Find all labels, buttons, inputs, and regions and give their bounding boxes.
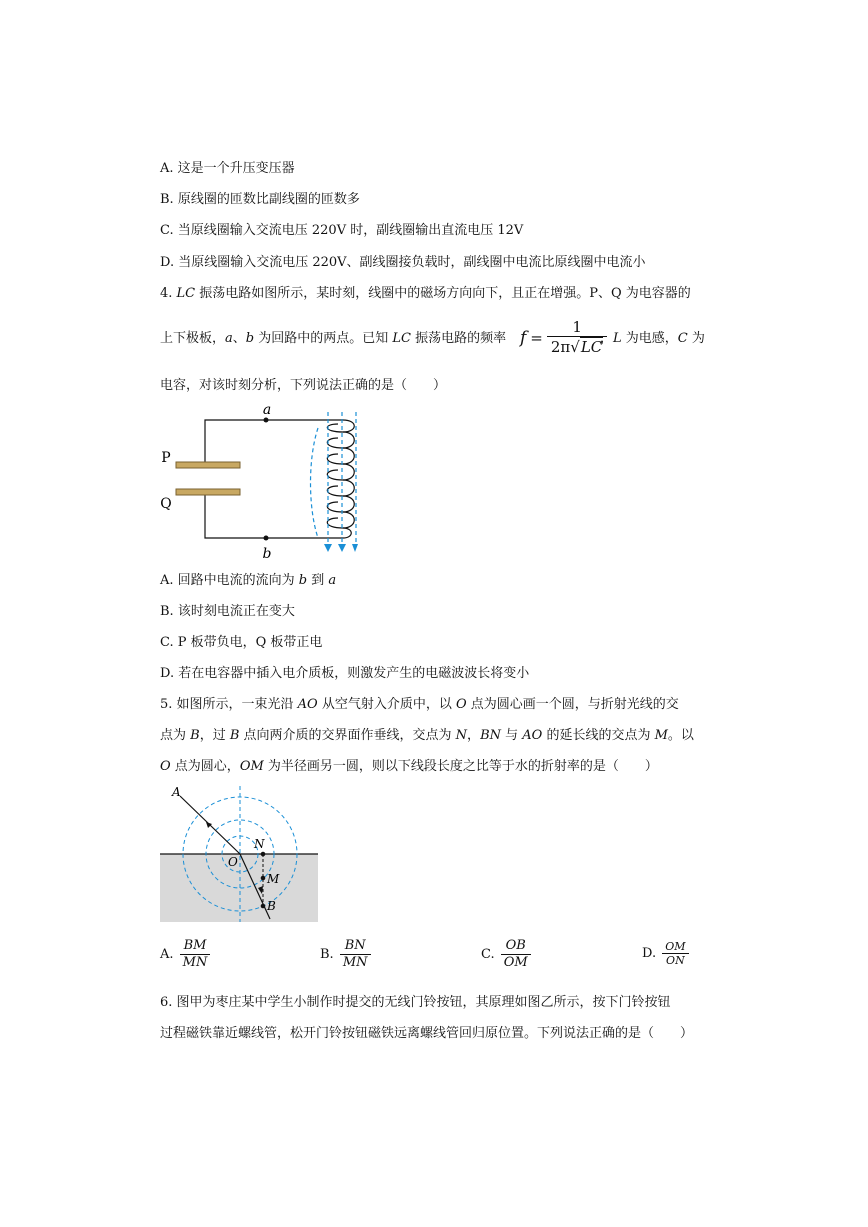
point-a-label: a: [262, 402, 272, 418]
label-m: M: [267, 872, 280, 886]
point-a-dot: [264, 418, 269, 423]
q4-stem-line2-tail: ，L 为电感，C 为: [600, 331, 705, 346]
q4-option-d: D. 若在电容器中插入电介质板，则激发产生的电磁波波长将变小: [160, 666, 530, 681]
capacitor-plate-q: [176, 489, 240, 495]
q3-option-a: A. 这是一个升压变压器: [160, 161, 295, 176]
q4-stem-line2: 上下极板，a、b 为回路中的两点。已知 LC 振荡电路的频率: [160, 331, 507, 346]
q3-option-d: D. 当原线圈输入交流电压 220V、副线圈接负载时，副线圈中电流比原线圈中电流小: [160, 255, 646, 270]
label-o: O: [228, 855, 238, 869]
label-b: B: [267, 899, 276, 913]
field-arrowheads: [324, 544, 358, 552]
q5-option-a: A. $\frac{BM}{MN}$: [160, 938, 212, 971]
incident-arrow: [206, 822, 212, 828]
q4-stem-line1: 4. LC 振荡电路如图所示，某时刻，线圈中的磁场方向向下，且正在增强。P、Q 为电容器的: [160, 286, 691, 301]
q4-option-a: A. 回路中电流的流向为 b 到 a: [160, 573, 337, 588]
plate-q-label: Q: [160, 496, 172, 512]
q6-stem-line1: 6. 图甲为枣庄某中学生小制作时提交的无线门铃按钮，其原理如图乙所示，按下门铃按钮: [160, 995, 671, 1010]
q5-stem-line2: 点为 B，过 B 点向两介质的交界面作垂线，交点为 N，BN 与 AO 的延长线的交点为 M。以: [160, 728, 694, 743]
inductor-coil: [327, 420, 354, 538]
lc-circuit-figure: [158, 398, 358, 563]
q4-option-b: B. 该时刻电流正在变大: [160, 604, 295, 619]
label-n: N: [254, 837, 265, 851]
q5-stem-line1: 5. 如图所示，一束光沿 AO 从空气射入介质中，以 O 点为圆心画一个圆，与折射光线的交: [160, 697, 679, 712]
circuit-wires: [205, 420, 343, 538]
refraction-figure: [158, 784, 320, 924]
q5-option-d: D. $\frac{OM}{ON}$: [642, 940, 691, 967]
q4-option-c: C. P 板带负电，Q 板带正电: [160, 635, 323, 650]
q5-stem-line3: O 点为圆心，OM 为半径画另一圆，则以下线段长度之比等于水的折射率的是（ ）: [160, 759, 658, 774]
label-a: A: [172, 785, 181, 799]
q3-option-c: C. 当原线圈输入交流电压 220V 时，副线圈输出直流电压 12V: [160, 223, 524, 238]
capacitor-plate-p: [176, 462, 240, 468]
q5-option-c: C. $\frac{OB}{OM}$: [481, 938, 533, 971]
point-b-dot: [261, 904, 266, 909]
point-m-dot: [261, 876, 266, 881]
q5-option-b: B. $\frac{BN}{MN}$: [320, 938, 373, 971]
q3-option-b: B. 原线圈的匝数比副线圈的匝数多: [160, 192, 360, 207]
lc-frequency-formula: f = $\frac{1}{2\pi√LC}$: [520, 318, 607, 357]
point-n-dot: [261, 852, 266, 857]
q6-stem-line2: 过程磁铁靠近螺线管，松开门铃按钮磁铁远离螺线管回归原位置。下列说法正确的是（ ）: [160, 1026, 694, 1041]
point-b-dot: [264, 536, 269, 541]
plate-p-label: P: [161, 450, 171, 466]
q4-stem-line3: 电容，对该时刻分析，下列说法正确的是（ ）: [160, 378, 447, 393]
point-b-label: b: [262, 546, 272, 562]
